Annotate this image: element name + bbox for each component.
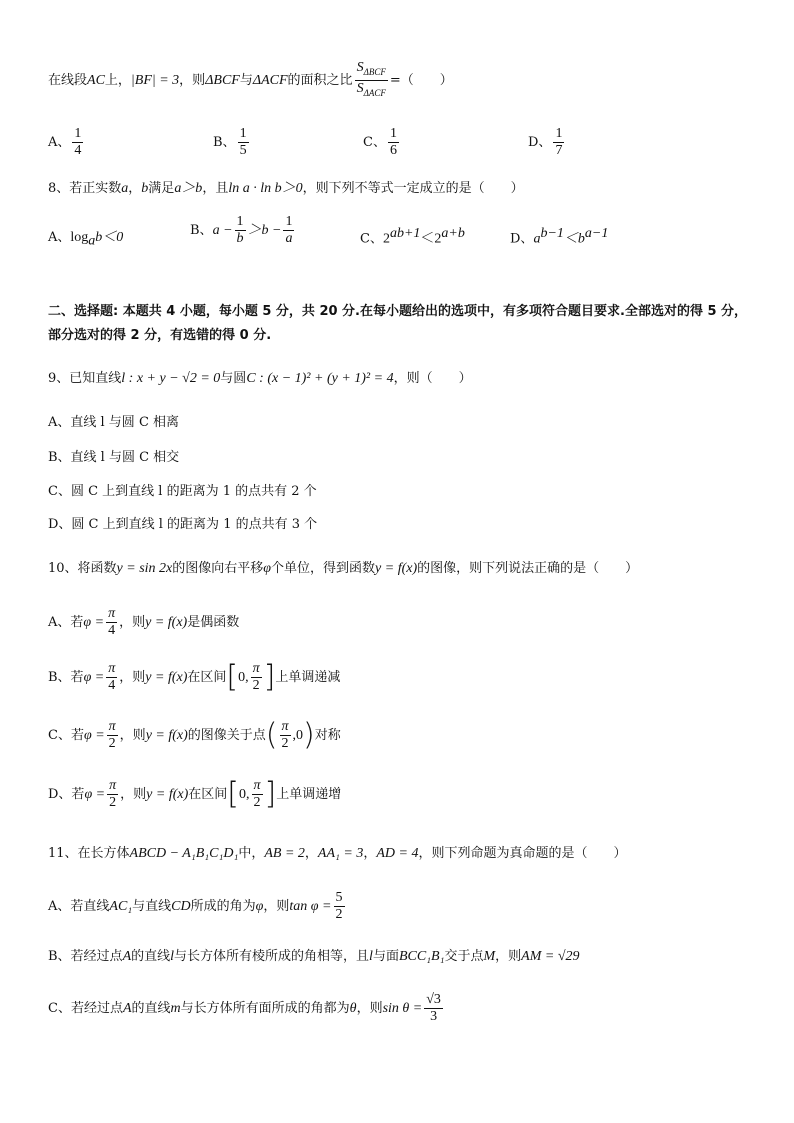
- q9-option-a: A、直线 l 与圆 C 相离: [48, 415, 180, 430]
- math: log: [70, 230, 89, 245]
- math: a −: [212, 223, 233, 238]
- option-label: A、: [48, 230, 71, 245]
- math: y = sin 2x: [116, 561, 173, 576]
- q9-stem: [48, 372, 472, 386]
- text: 上，: [104, 72, 131, 88]
- option-label: D、若: [48, 787, 85, 802]
- option-label: C、: [360, 231, 383, 247]
- text: 与圆: [220, 371, 247, 386]
- frac-den: 4: [74, 143, 82, 158]
- text: 交于点: [444, 949, 484, 964]
- text: ，且: [202, 181, 229, 196]
- text: 的图像关于点: [187, 728, 266, 743]
- frac-den: 4: [108, 623, 116, 638]
- left-paren-icon: (: [265, 717, 278, 753]
- math: AA₁ = 3: [317, 846, 364, 861]
- frac-num: π: [253, 778, 261, 793]
- math: y = f(x): [145, 615, 188, 630]
- q7-option-d: [528, 126, 566, 159]
- math: y = f(x): [145, 728, 188, 743]
- frac-num: π: [108, 661, 116, 676]
- left-bracket-icon: [: [226, 659, 239, 695]
- text: A、若直线: [48, 899, 110, 914]
- math: y = f(x): [146, 787, 189, 802]
- text: 的直线: [131, 1001, 171, 1016]
- text: ，: [304, 846, 318, 861]
- text: 上单调递增: [276, 787, 342, 802]
- frac-den: a: [285, 231, 293, 246]
- q7-option-c: [363, 126, 401, 159]
- q8-option-a: [48, 226, 123, 250]
- text: B、若经过点: [48, 949, 123, 964]
- math: CD: [171, 899, 191, 914]
- q10-option-b: [48, 661, 340, 694]
- math: 2: [382, 231, 390, 247]
- ratio-num: S: [356, 60, 364, 75]
- frac-num: π: [109, 778, 117, 793]
- math-tri1: ΔBCF: [205, 72, 240, 88]
- option-label: B、: [190, 223, 213, 238]
- math: a: [121, 181, 129, 196]
- math: m: [170, 1001, 181, 1016]
- q10-option-c: [48, 719, 341, 752]
- section-2-heading: 二、选择题: 本题共 4 小题，每小题 5 分，共 20 分.在每小题给出的选项中，有多项符合题目要求.全部选对的得 5 分，部分选对的得 2 分，有选错的得 0 分.: [48, 304, 748, 343]
- option-label: D、: [510, 231, 534, 247]
- text: 中，: [238, 846, 265, 861]
- text: 所成的角为: [190, 899, 256, 914]
- math: A: [122, 949, 132, 964]
- math: ＜b: [563, 231, 585, 247]
- ratio-den: S: [356, 80, 364, 96]
- text: =（ ）: [389, 72, 453, 88]
- math: AC₁: [109, 899, 133, 914]
- text: 个单位，得到函数: [271, 561, 376, 576]
- math: a+b: [441, 226, 465, 241]
- math: y = f(x): [375, 561, 418, 576]
- math: φ =: [83, 615, 105, 630]
- frac-num: 1: [239, 126, 247, 141]
- math: a: [533, 231, 541, 247]
- frac-num: 1: [555, 126, 563, 141]
- math: ln a · ln b＞0: [228, 181, 303, 196]
- q11-option-b: [48, 950, 580, 964]
- right-bracket-icon: ]: [264, 776, 277, 812]
- math: ＜2: [420, 231, 442, 247]
- q10-option-a: [48, 606, 239, 639]
- text: ，则: [356, 1001, 383, 1016]
- text: ，则: [120, 787, 147, 802]
- frac-den: 2: [335, 907, 343, 922]
- frac-den: 2: [109, 795, 117, 810]
- math: φ =: [83, 728, 105, 743]
- frac-num: π: [252, 661, 260, 676]
- text: 与长方体所有面所成的角都为: [180, 1001, 350, 1016]
- math: 0,: [239, 787, 250, 802]
- frac-num: 1: [236, 214, 244, 229]
- text: 的图像，则下列说法正确的是（ ）: [417, 561, 639, 576]
- math: M: [483, 949, 496, 964]
- frac-num: 1: [285, 214, 293, 229]
- math: AB = 2: [264, 846, 305, 861]
- frac-den: 5: [239, 143, 247, 158]
- math: l : x + y − √2 = 0: [121, 371, 221, 386]
- text: ，: [128, 181, 142, 196]
- frac-den: 2: [252, 678, 260, 693]
- math: l: [369, 949, 373, 964]
- math: AD = 4: [376, 846, 419, 861]
- q7-option-a: [48, 126, 85, 159]
- math: φ: [255, 899, 264, 914]
- text: ，则: [179, 72, 206, 88]
- text: 10、将函数: [48, 561, 117, 576]
- frac-num: 5: [335, 890, 343, 905]
- q10-option-d: [48, 778, 341, 811]
- text: ，则: [119, 670, 146, 685]
- math: θ: [349, 1001, 357, 1016]
- q11-stem: [48, 847, 626, 861]
- text: 与直线: [132, 899, 172, 914]
- frac-den: 2: [108, 736, 116, 751]
- q8-option-c: [360, 226, 465, 247]
- text: 对称: [314, 728, 341, 743]
- math-seg: AC: [87, 72, 105, 88]
- text: ，: [363, 846, 377, 861]
- math: b＜0: [95, 230, 124, 245]
- math: sin θ =: [382, 1001, 423, 1016]
- q7-stem-line: [48, 60, 453, 101]
- text: 的图像向右平移: [172, 561, 264, 576]
- math: a−1: [584, 226, 609, 241]
- math: BCC₁B₁: [398, 949, 445, 964]
- text: 在区间: [188, 787, 228, 802]
- math: C : (x − 1)² + (y + 1)² = 4: [246, 371, 394, 386]
- left-bracket-icon: [: [227, 776, 239, 812]
- q11-option-c: [48, 992, 445, 1025]
- option-label: C、: [363, 135, 386, 150]
- text: 在区间: [187, 670, 227, 685]
- frac-den: 2: [281, 736, 289, 751]
- option-label: B、若: [48, 670, 84, 685]
- right-bracket-icon: ]: [263, 659, 276, 695]
- option-label: C、若: [48, 728, 84, 743]
- text: 与长方体所有棱所成的角相等，且: [174, 949, 370, 964]
- text: 8、若正实数: [48, 181, 122, 196]
- text: ，则（ ）: [393, 371, 472, 386]
- math: A: [122, 1001, 132, 1016]
- math: 0,: [238, 670, 249, 685]
- q11-option-a: [48, 890, 347, 923]
- text: 与面: [372, 949, 399, 964]
- frac-num: π: [108, 719, 116, 734]
- frac-den: 3: [430, 1009, 438, 1024]
- frac-num: 1: [74, 126, 82, 141]
- math: φ =: [84, 787, 106, 802]
- option-label: A、若: [48, 615, 84, 630]
- q9-option-d: D、圆 C 上到直线 l 的距离为 1 的点共有 3 个: [48, 517, 318, 532]
- text: 在线段: [48, 72, 88, 88]
- math: y = f(x): [145, 670, 188, 685]
- q7-option-b: [213, 126, 251, 159]
- frac-den: 4: [108, 678, 116, 693]
- ratio-num-sub: ΔBCF: [363, 66, 386, 77]
- frac-den: 6: [389, 143, 397, 158]
- math: ＞b −: [247, 223, 282, 238]
- frac-den: 7: [555, 143, 563, 158]
- option-label: B、: [213, 135, 236, 150]
- text: 与: [239, 72, 253, 88]
- q8-option-d: [510, 226, 608, 247]
- text: ，则下列命题为真命题的是（ ）: [418, 846, 627, 861]
- text: ，则下列不等式一定成立的是（ ）: [302, 181, 524, 196]
- text: ，则: [263, 899, 290, 914]
- q10-stem: [48, 562, 638, 576]
- text: ，则: [119, 728, 146, 743]
- text: 11、在长方体: [48, 846, 130, 861]
- q9-option-b: B、直线 l 与圆 C 相交: [48, 450, 180, 465]
- math: l: [170, 949, 175, 964]
- text: ，则: [495, 949, 522, 964]
- math: ab+1: [389, 226, 421, 241]
- frac-num: π: [281, 719, 289, 734]
- math: ABCD − A₁B₁C₁D₁: [129, 846, 239, 861]
- frac-num: π: [108, 606, 116, 621]
- text: 满足: [148, 181, 175, 196]
- text: C、若经过点: [48, 1001, 123, 1016]
- option-label: D、: [528, 135, 552, 150]
- text: ，则: [119, 615, 146, 630]
- q9-option-c: C、圆 C 上到直线 l 的距离为 1 的点共有 2 个: [48, 484, 317, 499]
- frac-den: 2: [253, 795, 261, 810]
- math: φ: [263, 561, 272, 576]
- text: 上单调递减: [275, 670, 341, 685]
- q8-stem: [48, 182, 524, 196]
- math: ,0: [292, 728, 304, 743]
- frac-den: b: [236, 231, 244, 246]
- right-paren-icon: ): [303, 717, 315, 753]
- math: a＞b: [174, 181, 203, 196]
- math: tan φ =: [289, 899, 332, 914]
- frac-num: √3: [426, 992, 441, 1007]
- ratio-den-sub: ΔACF: [363, 87, 386, 98]
- text: 的面积之比: [287, 72, 353, 88]
- math: φ =: [83, 670, 105, 685]
- area-ratio-fraction: [355, 60, 388, 101]
- text: 是偶函数: [187, 615, 240, 630]
- text: 的直线: [131, 949, 171, 964]
- q8-option-b: [190, 214, 296, 247]
- option-label: A、: [48, 135, 71, 150]
- math-tri2: ΔACF: [252, 72, 288, 88]
- frac-num: 1: [389, 126, 397, 141]
- math: AM = √29: [521, 949, 580, 964]
- math: b: [141, 181, 149, 196]
- text: 9、已知直线: [48, 371, 122, 386]
- math: a: [88, 233, 96, 249]
- math: b−1: [540, 226, 564, 241]
- math-bf: |BF| = 3: [130, 72, 180, 88]
